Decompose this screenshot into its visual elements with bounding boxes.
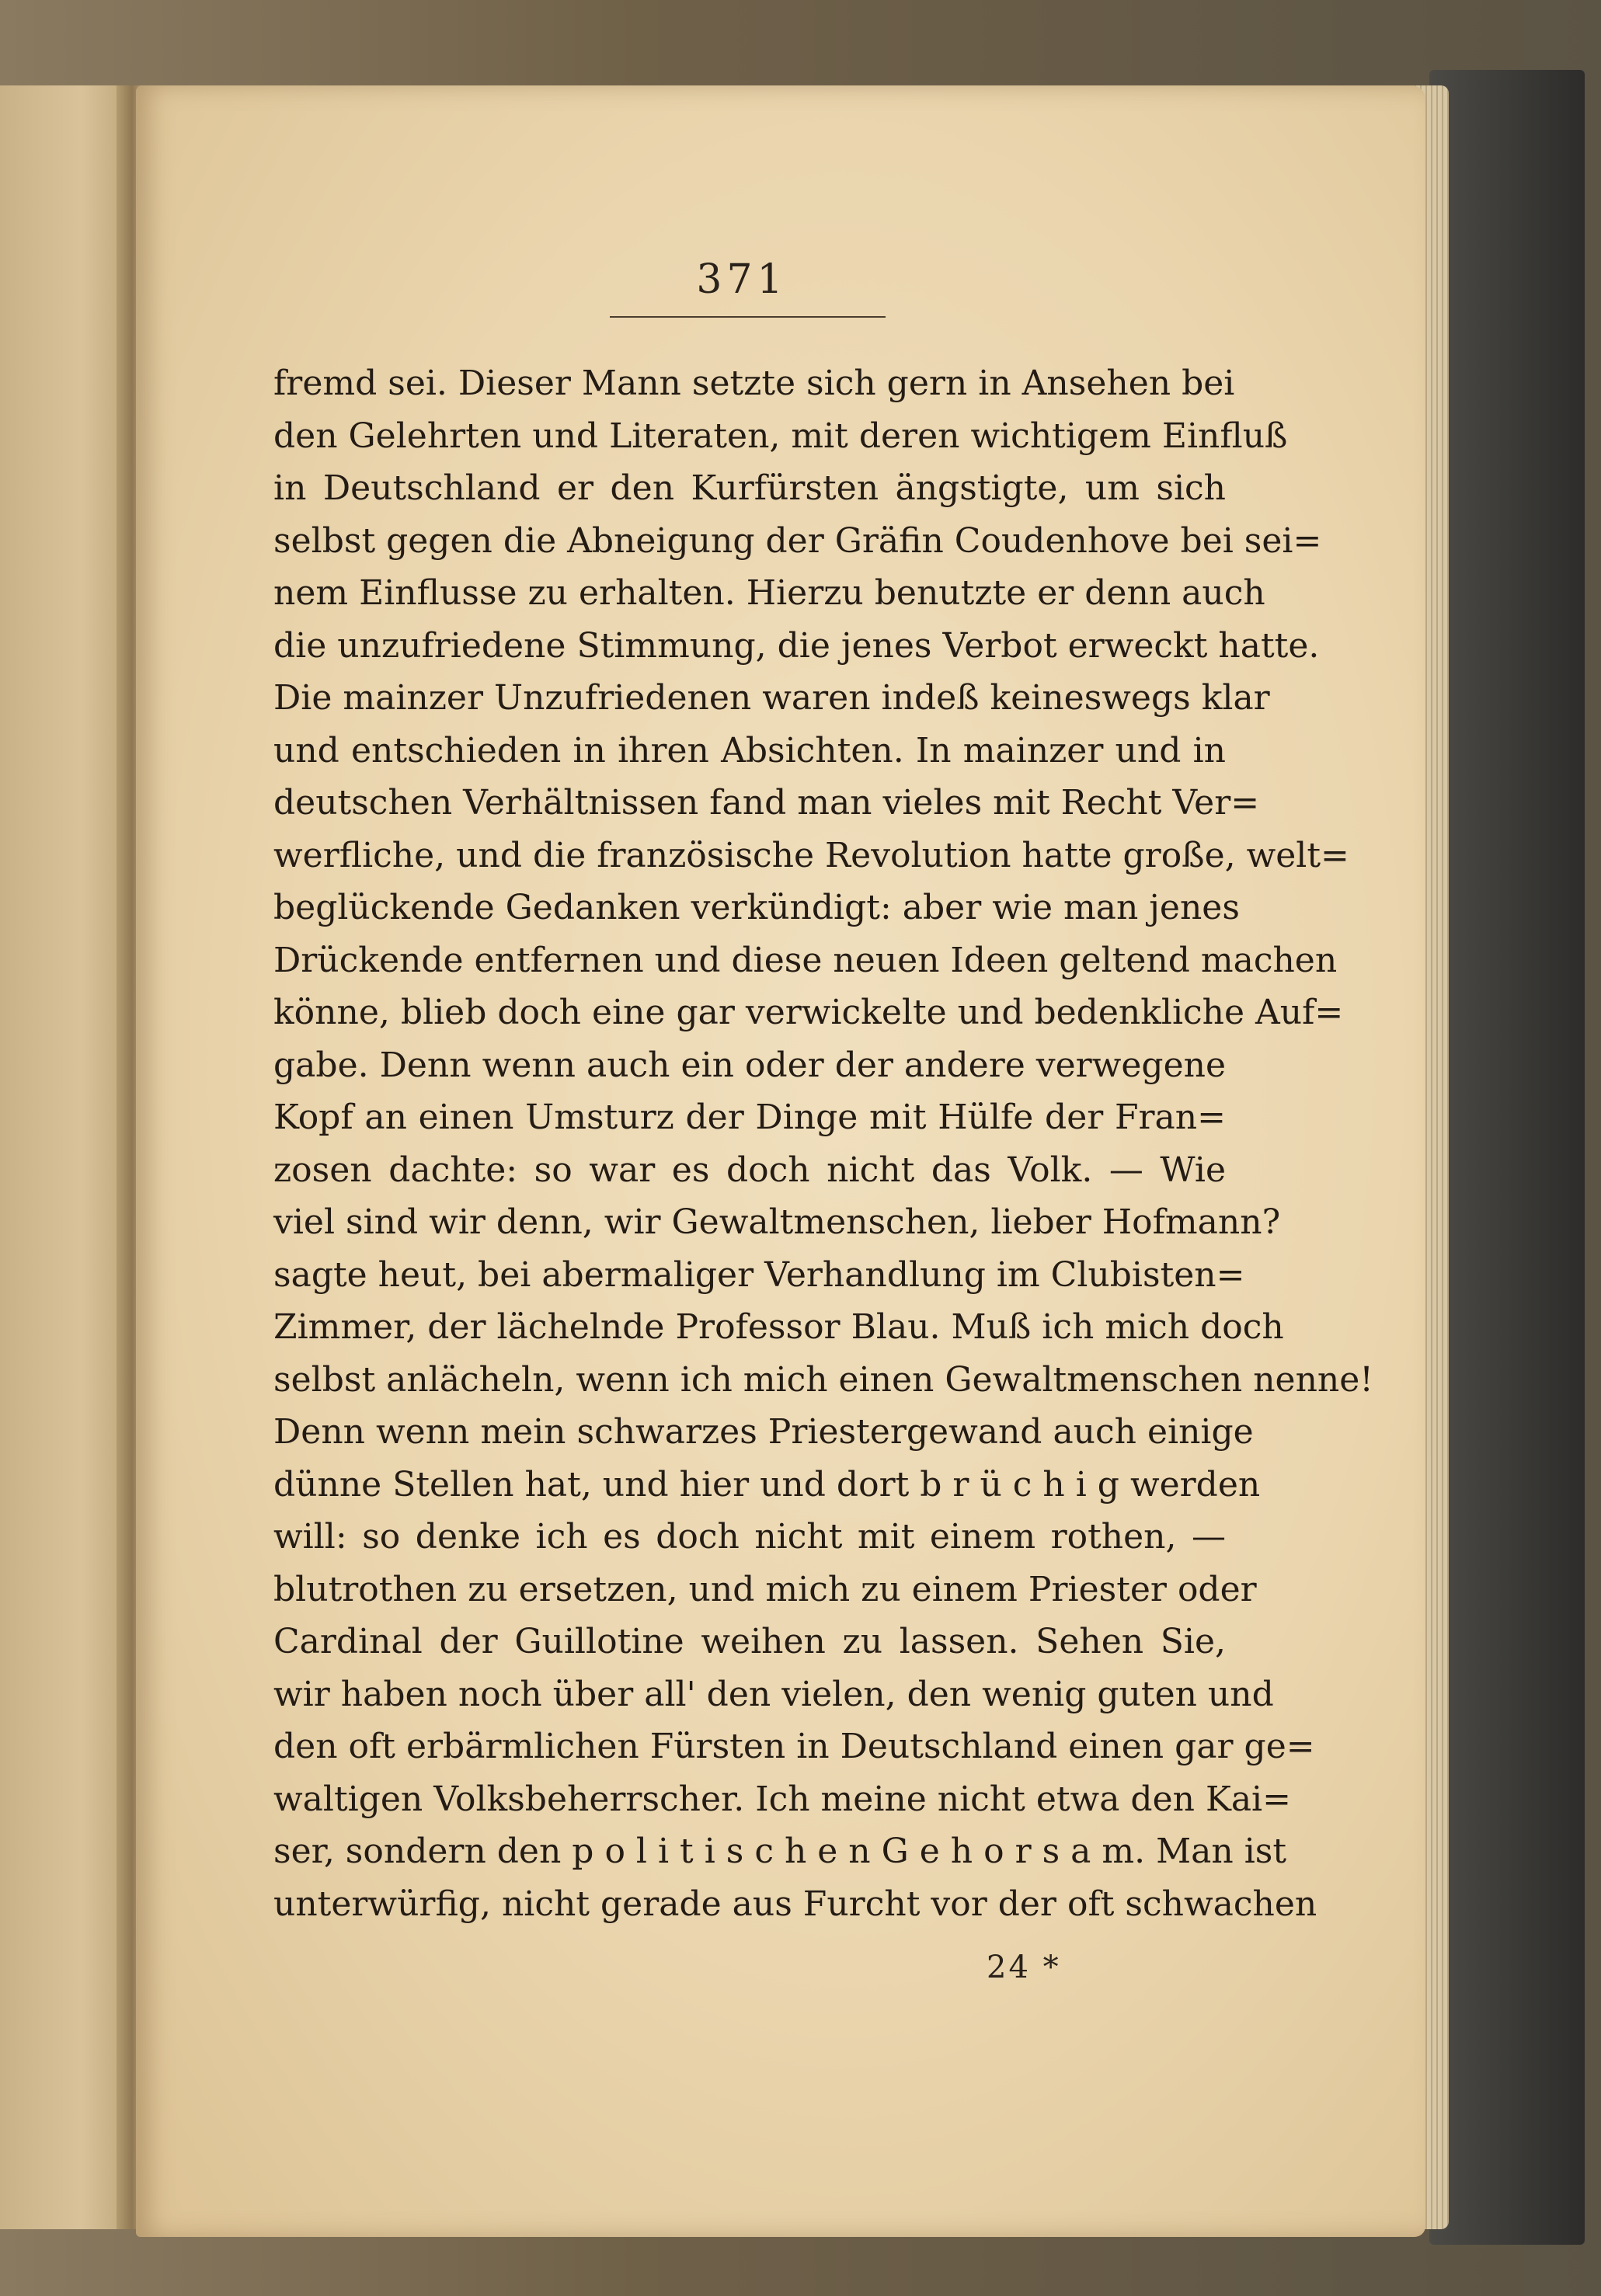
text-line: Drückende entfernen und diese neuen Ideen geltend machen	[273, 940, 1338, 980]
text-line: wir haben noch über all' den vielen, den wenig guten und	[273, 1674, 1274, 1714]
text-line: Die mainzer Unzufriedenen waren indeß keineswegs klar	[273, 678, 1270, 718]
header-rule	[610, 316, 886, 318]
text-line: werfliche, und die französische Revolution hatte große, welt=	[273, 835, 1349, 875]
text-line: Denn wenn mein schwarzes Priestergewand auch einige	[273, 1412, 1254, 1452]
body-text	[273, 357, 1373, 1930]
text-line: selbst gegen die Abneigung der Gräfin Coudenhove bei sei=	[273, 520, 1322, 561]
text-line: viel sind wir denn, wir Gewaltmenschen, lieber Hofmann?	[273, 1202, 1281, 1242]
text-line: waltigen Volksbeherrscher. Ich meine nicht etwa den Kai=	[273, 1779, 1291, 1819]
text-line: zosen dachte: so war es doch nicht das Volk. — Wie	[273, 1150, 1226, 1190]
text-line: Kopf an einen Umsturz der Dinge mit Hülfe der Fran=	[273, 1098, 1226, 1137]
text-line: den oft erbärmlichen Fürsten in Deutschland einen gar ge=	[273, 1727, 1315, 1766]
text-line: blutrothen zu ersetzen, und mich zu einem Priester oder	[273, 1569, 1257, 1609]
text-line: selbst anlächeln, wenn ich mich einen Gewaltmenschen nenne!	[273, 1359, 1373, 1400]
text-line: beglückende Gedanken verkündigt: aber wie man jenes	[273, 888, 1240, 927]
book-cover-edge	[1429, 70, 1585, 2245]
text-line: den Gelehrten und Literaten, mit deren wichtigem Einfluß	[273, 416, 1288, 456]
text-line: Cardinal der Guillotine weihen zu lassen. Sehen Sie,	[273, 1622, 1226, 1661]
signature-mark: 24 *	[987, 1950, 1061, 1985]
text-line: dünne Stellen hat, und hier und dort b r ü c h i g werden	[273, 1464, 1261, 1505]
page-number: 371	[696, 256, 788, 303]
text-line: deutschen Verhältnissen fand man vieles mit Recht Ver=	[273, 783, 1260, 823]
text-line: in Deutschland er den Kurfürsten ängstigte, um sich	[273, 468, 1226, 508]
text-line: will: so denke ich es doch nicht mit einem rothen, —	[273, 1517, 1226, 1557]
text-line: Zimmer, der lächelnde Professor Blau. Muß ich mich doch	[273, 1307, 1284, 1347]
text-line: unterwürfig, nicht gerade aus Furcht vor der oft schwachen	[273, 1884, 1317, 1924]
text-line: nem Einflusse zu erhalten. Hierzu benutzte er denn auch	[273, 573, 1265, 613]
text-line: die unzufriedene Stimmung, die jenes Verbot erweckt hatte.	[273, 625, 1320, 666]
text-line: und entschieden in ihren Absichten. In mainzer und in	[273, 730, 1226, 771]
text-line: gabe. Denn wenn auch ein oder der andere verwegene	[273, 1045, 1226, 1085]
text-line: ser, sondern den p o l i t i s c h e n G e h o r s a m. Man ist	[273, 1832, 1287, 1871]
text-line: sagte heut, bei abermaliger Verhandlung im Clubisten=	[273, 1254, 1245, 1295]
text-line: könne, blieb doch eine gar verwickelte und bedenkliche Auf=	[273, 993, 1344, 1032]
text-line: fremd sei. Dieser Mann setzte sich gern in Ansehen bei	[273, 364, 1235, 403]
